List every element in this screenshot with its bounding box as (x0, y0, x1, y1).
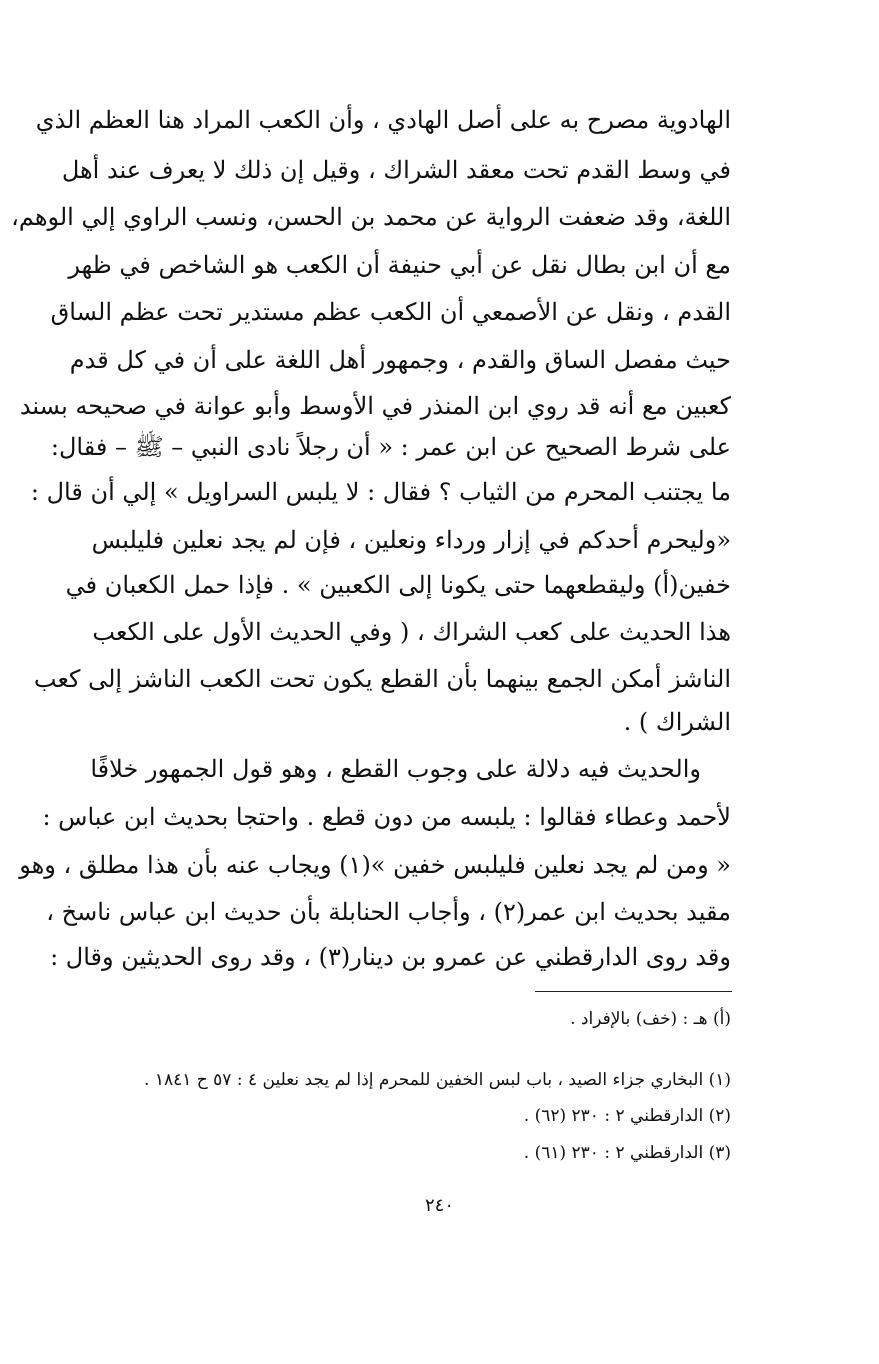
variant-footnote: (أ) هـ : (خف) بالإفراد . (570, 1009, 731, 1029)
body-line: على شرط الصحيح عن ابن عمر : « أن رجلاً نادى النبي – ﷺ – فقال: (50, 433, 731, 461)
footnote: (٣) الدارقطني ٢ : ٢٣٠ (٦١) . (523, 1143, 731, 1163)
footnote: (٢) الدارقطني ٢ : ٢٣٠ (٦٢) . (523, 1106, 731, 1126)
body-line: كعبين مع أنه قد روي ابن المنذر في الأوسط وأبو عوانة في صحيحه بسند (19, 392, 731, 420)
body-line: لأحمد وعطاء فقالوا : يلبسه من دون قطع . واحتجا بحديث ابن عباس : (42, 803, 731, 831)
body-line: في وسط القدم تحت معقد الشراك ، وقيل إن ذلك لا يعرف عند أهل (61, 156, 731, 184)
body-line: والحديث فيه دلالة على وجوب القطع ، وهو قول الجمهور خلافًا (90, 755, 701, 783)
body-line: الناشز أمكن الجمع بينهما بأن القطع يكون تحت الكعب الناشز إلى كعب (33, 665, 731, 693)
body-line: اللغة، وقد ضعفت الرواية عن محمد بن الحسن، ونسب الراوي إلي الوهم، (11, 203, 731, 231)
body-line: « ومن لم يجد نعلين فليلبس خفين »(١) ويجاب عنه بأن هذا مطلق ، وهو (19, 851, 731, 879)
body-line: القدم ، ونقل عن الأصمعي أن الكعب عظم مستدير تحت عظم الساق (50, 298, 731, 326)
body-line: «وليحرم أحدكم في إزار ورداء ونعلين ، فإن لم يجد نعلين فليلبس (91, 526, 731, 554)
body-line: خفين(أ) وليقطعهما حتى يكونا إلى الكعبين » . فإذا حمل الكعبان في (65, 571, 731, 599)
body-line: حيث مفصل الساق والقدم ، وجمهور أهل اللغة على أن في كل قدم (69, 346, 731, 374)
body-line: مع أن ابن بطال نقل عن أبي حنيفة أن الكعب هو الشاخص في ظهر (68, 251, 731, 279)
body-line: الشراك ) . (623, 708, 731, 736)
body-line: هذا الحديث على كعب الشراك ، ( وفي الحديث الأول على الكعب (92, 618, 731, 646)
page-number: ٢٤٠ (424, 1195, 454, 1216)
body-line: ما يجتنب المحرم من الثياب ؟ فقال : لا يلبس السراويل » إلي أن قال : (30, 478, 731, 506)
body-line: مقيد بحديث ابن عمر(٢) ، وأجاب الحنابلة بأن حديث ابن عباس ناسخ ، (46, 898, 731, 926)
footnote-separator (535, 991, 732, 992)
body-line: وقد روى الدارقطني عن عمرو بن دينار(٣) ، وقد روى الحديثين وقال : (50, 943, 731, 971)
footnote: (١) البخاري جزاء الصيد ، باب لبس الخفين للمحرم إذا لم يجد نعلين ٤ : ٥٧ ح ١٨٤١ . (144, 1070, 731, 1090)
body-line: الهادوية مصرح به على أصل الهادي ، وأن الكعب المراد هنا العظم الذي (35, 106, 731, 134)
